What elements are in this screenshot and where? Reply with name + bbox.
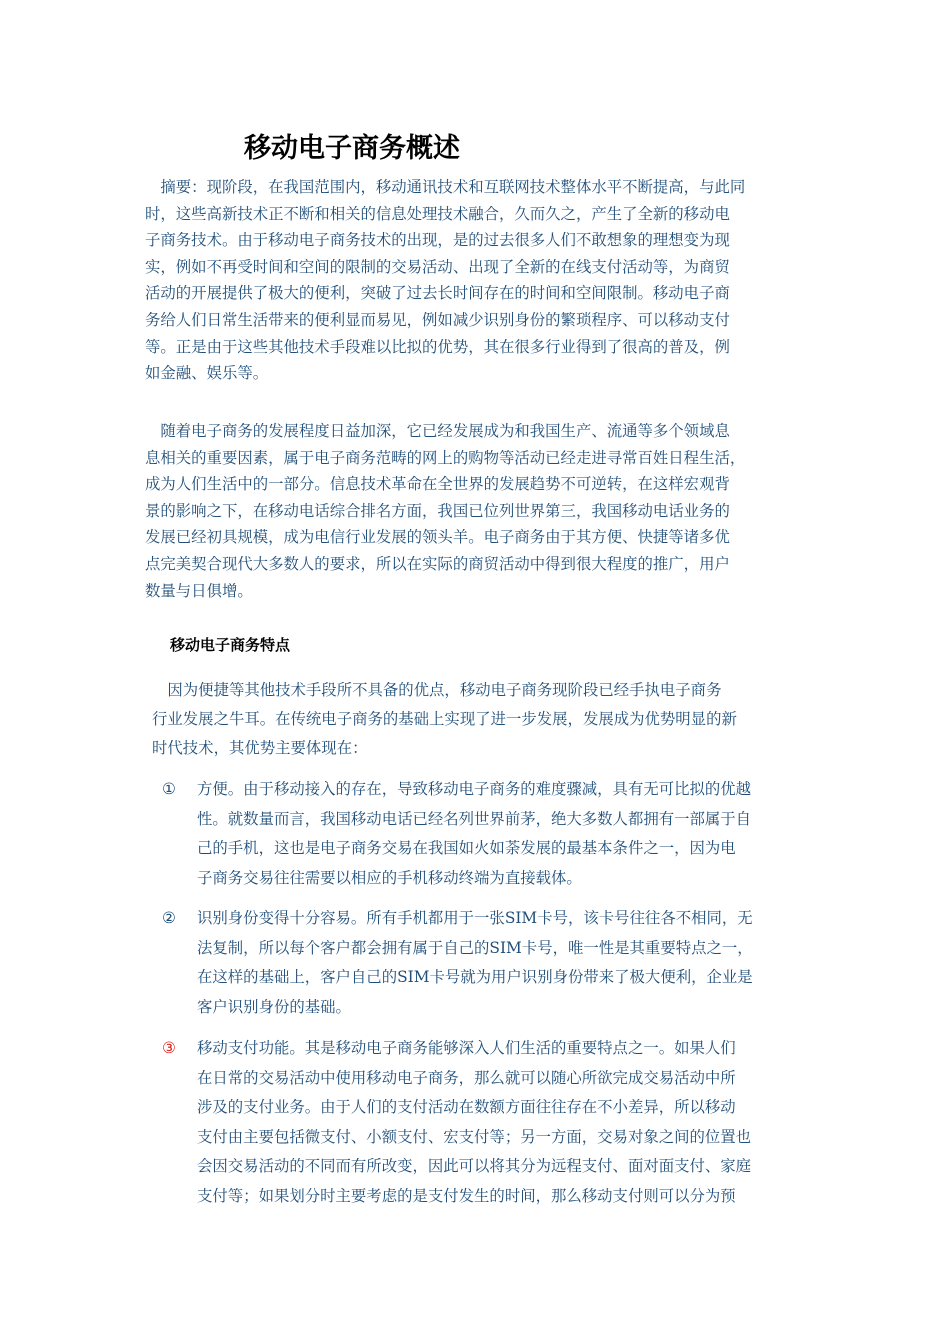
text-line: 摘要：现阶段，在我国范围内，移动通讯技术和互联网技术整体水平不断提高，与此同: [145, 178, 746, 196]
text-line: 发展已经初具规模，成为电信行业发展的领头羊。电子商务由于其方便、快捷等诸多优: [145, 528, 730, 547]
text-line: 点完美契合现代大多数人的要求，所以在实际的商贸活动中得到很大程度的推广，用户: [145, 554, 730, 573]
text-line: 识别身份变得十分容易。所有手机都用于一张SIM卡号，该卡号往往各不相同，无: [197, 909, 753, 927]
text-line: 因为便捷等其他技术手段所不具备的优点，移动电子商务现阶段已经手执电子商务: [152, 681, 722, 699]
text-line: 己的手机，这也是电子商务交易在我国如火如荼发展的最基本条件之一，因为电: [197, 839, 736, 857]
text-line: 子商务交易往往需要以相应的手机移动终端为直接载体。: [197, 868, 582, 887]
text-line: 性。就数量而言，我国移动电话已经名列世界前茅，绝大多数人都拥有一部属于自: [197, 809, 752, 828]
text-line: 时，这些高新技术正不断和相关的信息处理技术融合，久而久之，产生了全新的移动电: [145, 204, 730, 223]
item-body: [197, 1034, 751, 1211]
text-line: 支付由主要包括微支付、小额支付、宏支付等；另一方面，交易对象之间的位置也: [197, 1127, 752, 1146]
text-line: 务给人们日常生活带来的便利显而易见，例如减少识别身份的繁琐程序、可以移动支付: [145, 310, 730, 329]
text-line: 数量与日俱增。: [145, 581, 253, 600]
document-title: 移动电子商务概述: [244, 133, 460, 164]
text-line: 时代技术，其优势主要体现在：: [152, 739, 368, 757]
section-heading: 移动电子商务特点: [170, 636, 291, 654]
text-line: 随着电子商务的发展程度日益加深，它已经发展成为和我国生产、流通等多个领域息: [145, 422, 730, 440]
text-line: 会因交易活动的不同而有所改变，因此可以将其分为远程支付、面对面支付、家庭: [197, 1157, 752, 1175]
text-line: 活动的开展提供了极大的便利，突破了过去长时间存在的时间和空间限制。移动电子商: [145, 284, 730, 303]
item-number: ③: [162, 1039, 176, 1057]
item-number: ①: [162, 780, 176, 798]
text-line: 行业发展之牛耳。在传统电子商务的基础上实现了进一步发展，发展成为优势明显的新: [152, 710, 737, 728]
text-line: 移动支付功能。其是移动电子商务能够深入人们生活的重要特点之一。如果人们: [197, 1039, 736, 1057]
text-line: 成为人们生活中的一部分。信息技术革命在全世界的发展趋势不可逆转，在这样宏观背: [145, 475, 730, 494]
text-line: 实，例如不再受时间和空间的限制的交易活动、出现了全新的在线支付活动等，为商贸: [145, 257, 730, 276]
intro-paragraph: [152, 676, 737, 763]
item-number: ②: [162, 909, 176, 927]
item-body: [197, 904, 753, 1022]
text-line: 涉及的支付业务。由于人们的支付活动在数额方面往往存在不小差异，所以移动: [197, 1098, 736, 1116]
item-body: [197, 775, 751, 893]
abstract-paragraph: [145, 174, 745, 387]
text-line: 支付等；如果划分时主要考虑的是支付发生的时间，那么移动支付则可以分为预: [197, 1186, 736, 1205]
text-line: 方便。由于移动接入的存在，导致移动电子商务的难度骤减，具有无可比拟的优越: [197, 780, 752, 798]
text-line: 在日常的交易活动中使用移动电子商务，那么就可以随心所欲完成交易活动中所: [197, 1068, 736, 1087]
text-line: 景的影响之下，在移动电话综合排名方面，我国已位列世界第三，我国移动电话业务的: [145, 501, 730, 520]
text-line: 等。正是由于这些其他技术手段难以比拟的优势，其在很多行业得到了很高的普及，例: [145, 337, 730, 356]
text-line: 在这样的基础上，客户自己的SIM卡号就为用户识别身份带来了极大便利，企业是: [197, 968, 753, 986]
text-line: 客户识别身份的基础。: [197, 997, 351, 1016]
text-line: 法复制，所以每个客户都会拥有属于自己的SIM卡号，唯一性是其重要特点之一，: [197, 938, 753, 957]
text-line: 子商务技术。由于移动电子商务技术的出现，是的过去很多人们不敢想象的理想变为现: [145, 231, 730, 250]
text-line: 如金融、娱乐等。: [145, 364, 269, 383]
body-paragraph: [145, 418, 745, 604]
text-line: 息相关的重要因素，属于电子商务范畴的网上的购物等活动已经走进寻常百姓日程生活，: [145, 448, 746, 467]
